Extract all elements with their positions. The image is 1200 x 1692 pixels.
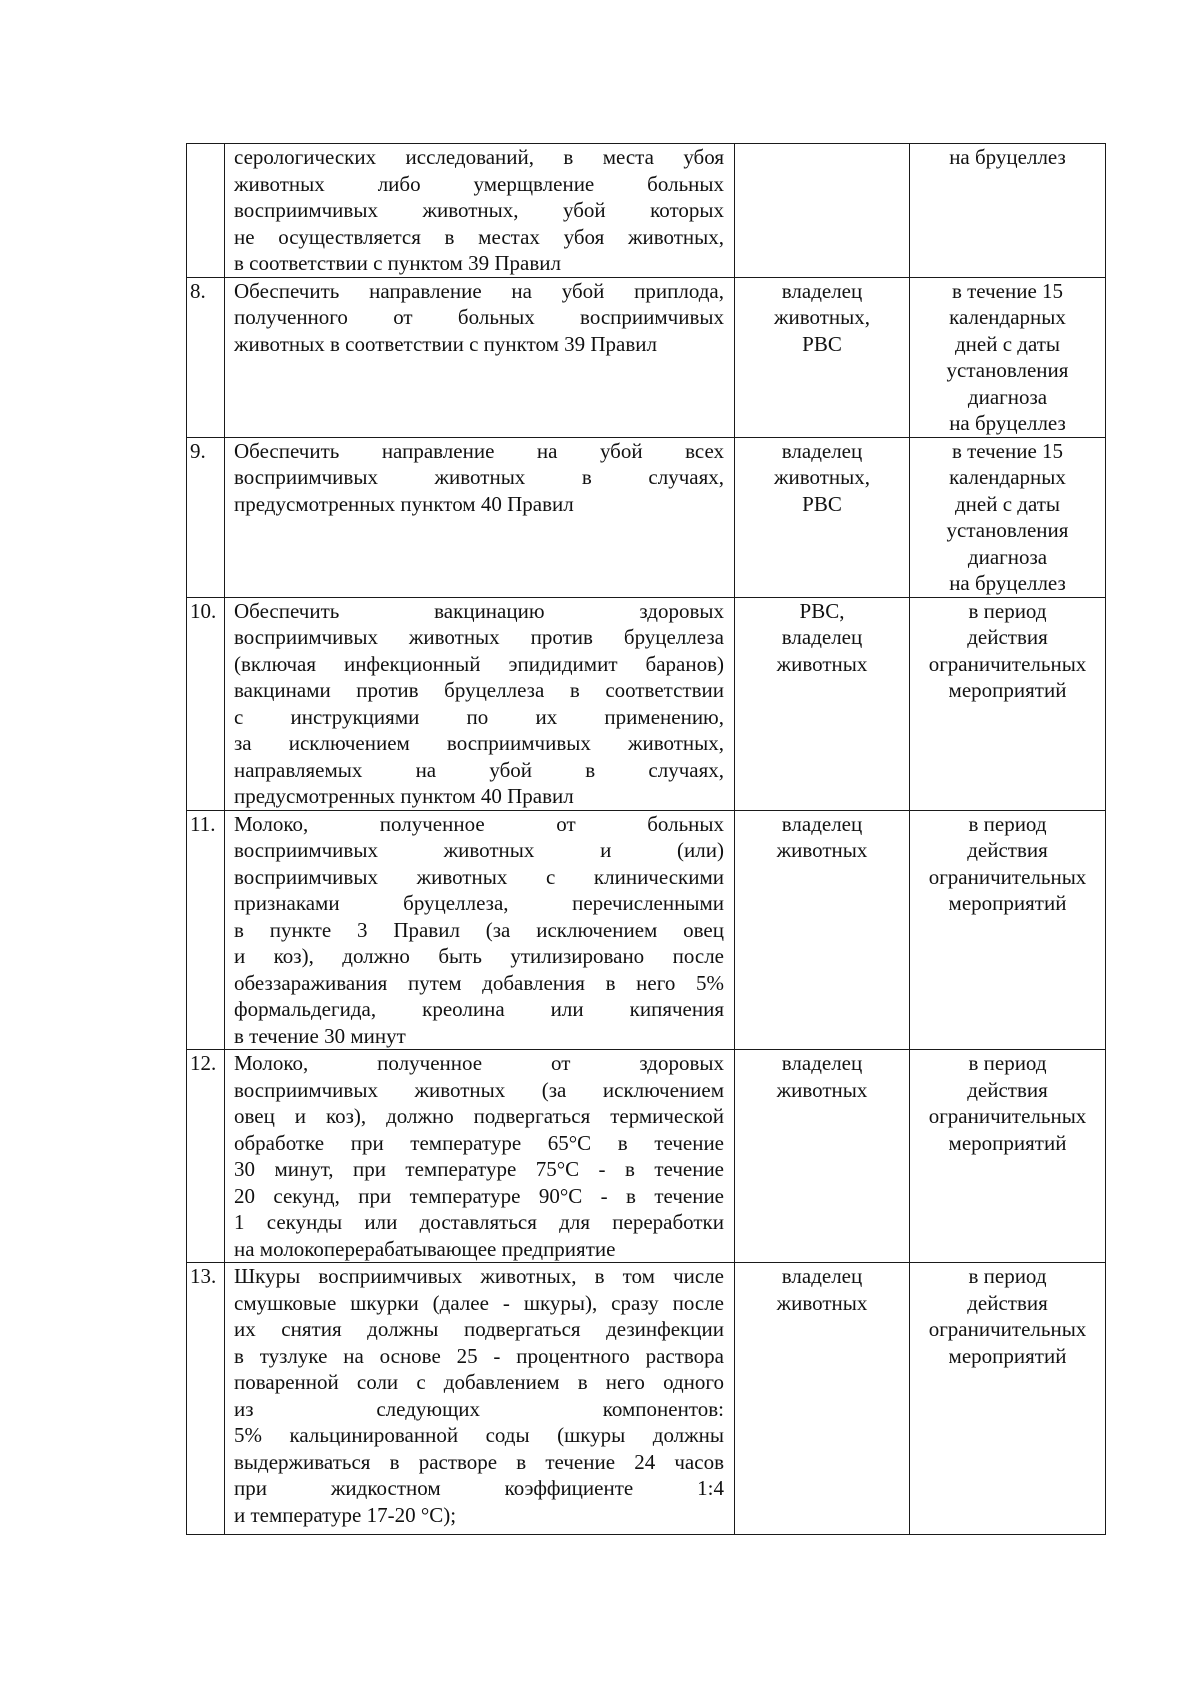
responsible-text-line: владелец [781, 1264, 863, 1288]
term-text-line: действия [967, 625, 1048, 649]
responsible-cell [735, 1263, 910, 1535]
row-number-cell [187, 277, 225, 437]
term-text-line: в период [968, 1264, 1047, 1288]
table-row [187, 437, 1106, 597]
table-row [187, 810, 1106, 1050]
action-text-line: Молоко, полученное от здоровых [234, 1051, 724, 1075]
row-number: 13. [190, 1264, 217, 1288]
action-text-line: восприимчивых животных и (или) [234, 838, 724, 862]
row-number: 12. [190, 1051, 217, 1075]
responsible-cell [735, 437, 910, 597]
responsible-text-line: владелец [781, 811, 863, 836]
action-text-line: выдерживаться в растворе в течение 24 часов [234, 1449, 724, 1474]
action-text-line: их снятия должны подвергаться дезинфекции [234, 1317, 724, 1341]
term-text-line: на бруцеллез [949, 571, 1066, 595]
action-text-line: восприимчивых животных (за исключением [234, 1077, 724, 1102]
action-text-line: в течение 30 минут [234, 1023, 406, 1048]
action-text-line: 5% кальцинированной соды (шкуры должны [234, 1423, 724, 1447]
action-cell [225, 1263, 735, 1535]
action-text-line: смушковые шкурки (далее - шкуры), сразу после [234, 1290, 724, 1315]
row-number-cell [187, 1263, 225, 1535]
responsible-text-line: животных [776, 651, 868, 676]
term-text-line: мероприятий [948, 678, 1067, 702]
action-text-line: восприимчивых животных в случаях, [234, 465, 724, 489]
term-cell [910, 1263, 1106, 1535]
responsible-cell [735, 1050, 910, 1263]
responsible-text-line: владелец [781, 278, 863, 303]
responsible-text-line: животных [776, 838, 868, 862]
action-text-line: признаками бруцеллеза, перечисленными [234, 891, 724, 915]
action-text-line: направляемых на убой в случаях, [234, 757, 724, 782]
responsible-text-line: животных, [773, 465, 871, 489]
responsible-text-line: владелец [781, 438, 863, 463]
row-number-cell [187, 144, 225, 278]
term-text-line: ограничительных [928, 864, 1087, 889]
action-text-line: и температуре 17-20 °С); [234, 1502, 457, 1527]
action-text-line: в тузлуке на основе 25 - процентного раствора [234, 1343, 724, 1368]
row-number: 9. [190, 438, 206, 463]
responsible-text-line: животных, [773, 305, 871, 329]
action-text-line: Молоко, полученное от больных [234, 811, 724, 836]
responsible-cell [735, 810, 910, 1050]
action-text-line: вакцинами против бруцеллеза в соответствии [234, 678, 724, 702]
table-row [187, 144, 1106, 278]
row-number-cell [187, 437, 225, 597]
term-text-line: действия [967, 1077, 1048, 1102]
action-text-line: овец и коз), должно подвергаться термической [234, 1104, 724, 1128]
action-text-line: Обеспечить направление на убой всех [234, 438, 724, 463]
action-text-line: полученного от больных восприимчивых [234, 305, 724, 329]
action-cell [225, 597, 735, 810]
action-text-line: 1 секунды или доставляться для переработки [234, 1210, 724, 1234]
responsible-text-line: владелец [781, 1051, 863, 1075]
term-cell [910, 144, 1106, 278]
term-text-line: установления [946, 358, 1069, 382]
term-cell [910, 277, 1106, 437]
table-row [187, 1050, 1106, 1263]
responsible-text-line: РВС [802, 331, 842, 356]
term-text-line: в течение 15 [951, 278, 1064, 303]
action-text-line: Шкуры восприимчивых животных, в том числе [234, 1264, 724, 1288]
term-text-line: ограничительных [928, 651, 1087, 676]
term-text-line: установления [946, 518, 1069, 542]
action-text-line: животных в соответствии с пунктом 39 Правил [234, 331, 657, 356]
term-cell [910, 810, 1106, 1050]
term-text-line: диагноза [967, 384, 1048, 409]
responsible-text-line: РВС, [799, 598, 845, 623]
action-text-line: (включая инфекционный эпидидимит баранов) [234, 651, 724, 676]
action-text-line: на молокоперерабатывающее предприятие [234, 1236, 616, 1261]
action-text-line: животных либо умерщвление больных [234, 171, 724, 196]
responsible-text-line: РВС [802, 491, 842, 516]
action-text-line: при жидкостном коэффициенте 1:4 [234, 1476, 724, 1500]
table-row [187, 1263, 1106, 1535]
action-cell [225, 277, 735, 437]
term-text-line: в период [968, 1051, 1047, 1075]
term-text-line: в период [968, 811, 1047, 836]
term-text-line: в течение 15 [951, 438, 1064, 463]
responsible-text-line: животных [776, 1290, 868, 1315]
responsible-text-line: животных [776, 1077, 868, 1102]
term-text-line: диагноза [967, 544, 1048, 569]
action-text-line: серологических исследований, в места убоя [234, 145, 724, 169]
action-text-line: обеззараживания путем добавления в него 5% [234, 970, 724, 995]
term-text-line: мероприятий [948, 1343, 1067, 1368]
action-text-line: не осуществляется в местах убоя животных, [234, 224, 724, 249]
term-text-line: на бруцеллез [949, 411, 1066, 435]
term-text-line: мероприятий [948, 1130, 1067, 1155]
term-cell [910, 597, 1106, 810]
term-text-line: мероприятий [948, 891, 1067, 915]
term-text-line: в период [968, 598, 1047, 623]
term-text-line: ограничительных [928, 1317, 1087, 1341]
term-text-line: календарных [949, 465, 1066, 489]
action-text-line: Обеспечить вакцинацию здоровых [234, 598, 724, 623]
action-text-line: в пункте 3 Правил (за исключением овец [234, 917, 724, 942]
table-row [187, 277, 1106, 437]
term-text-line: календарных [949, 305, 1066, 329]
measures-table-body [187, 144, 1106, 1535]
row-number-cell [187, 597, 225, 810]
measures-table [186, 143, 1106, 1535]
action-text-line: 20 секунд, при температуре 90°С - в течение [234, 1183, 724, 1208]
action-text-line: предусмотренных пунктом 40 Правил [234, 491, 574, 516]
action-text-line: обработке при температуре 65°С в течение [234, 1130, 724, 1155]
term-text-line: дней с даты [954, 331, 1061, 356]
action-text-line: Обеспечить направление на убой приплода, [234, 278, 724, 303]
action-text-line: за исключением восприимчивых животных, [234, 731, 724, 755]
action-text-line: и коз), должно быть утилизировано после [234, 944, 724, 968]
action-cell [225, 144, 735, 278]
term-cell [910, 1050, 1106, 1263]
action-text-line: из следующих компонентов: [234, 1396, 724, 1421]
action-text-line: восприимчивых животных с клиническими [234, 864, 724, 889]
action-cell [225, 437, 735, 597]
term-text-line: действия [967, 838, 1048, 862]
action-text-line: восприимчивых животных, убой которых [234, 198, 724, 222]
table-row [187, 597, 1106, 810]
action-text-line: формальдегида, креолина или кипячения [234, 997, 724, 1021]
term-cell [910, 437, 1106, 597]
row-number-cell [187, 1050, 225, 1263]
action-text-line: с инструкциями по их применению, [234, 704, 724, 729]
term-text-line: ограничительных [928, 1104, 1087, 1128]
action-text-line: предусмотренных пунктом 40 Правил [234, 784, 574, 808]
action-text-line: восприимчивых животных против бруцеллеза [234, 625, 724, 649]
row-number-cell [187, 810, 225, 1050]
action-text-line: в соответствии с пунктом 39 Правил [234, 251, 561, 275]
row-number: 11. [190, 811, 216, 836]
responsible-cell [735, 144, 910, 278]
action-cell [225, 1050, 735, 1263]
action-text-line: 30 минут, при температуре 75°С - в течение [234, 1157, 724, 1181]
term-text-line: действия [967, 1290, 1048, 1315]
action-cell [225, 810, 735, 1050]
row-number: 10. [190, 598, 217, 623]
term-text-line: на бруцеллез [949, 145, 1066, 169]
responsible-text-line: владелец [781, 625, 863, 649]
action-text-line: поваренной соли с добавлением в него одного [234, 1370, 724, 1394]
term-text-line: дней с даты [954, 491, 1061, 516]
responsible-cell [735, 597, 910, 810]
row-number: 8. [190, 278, 206, 303]
responsible-cell [735, 277, 910, 437]
